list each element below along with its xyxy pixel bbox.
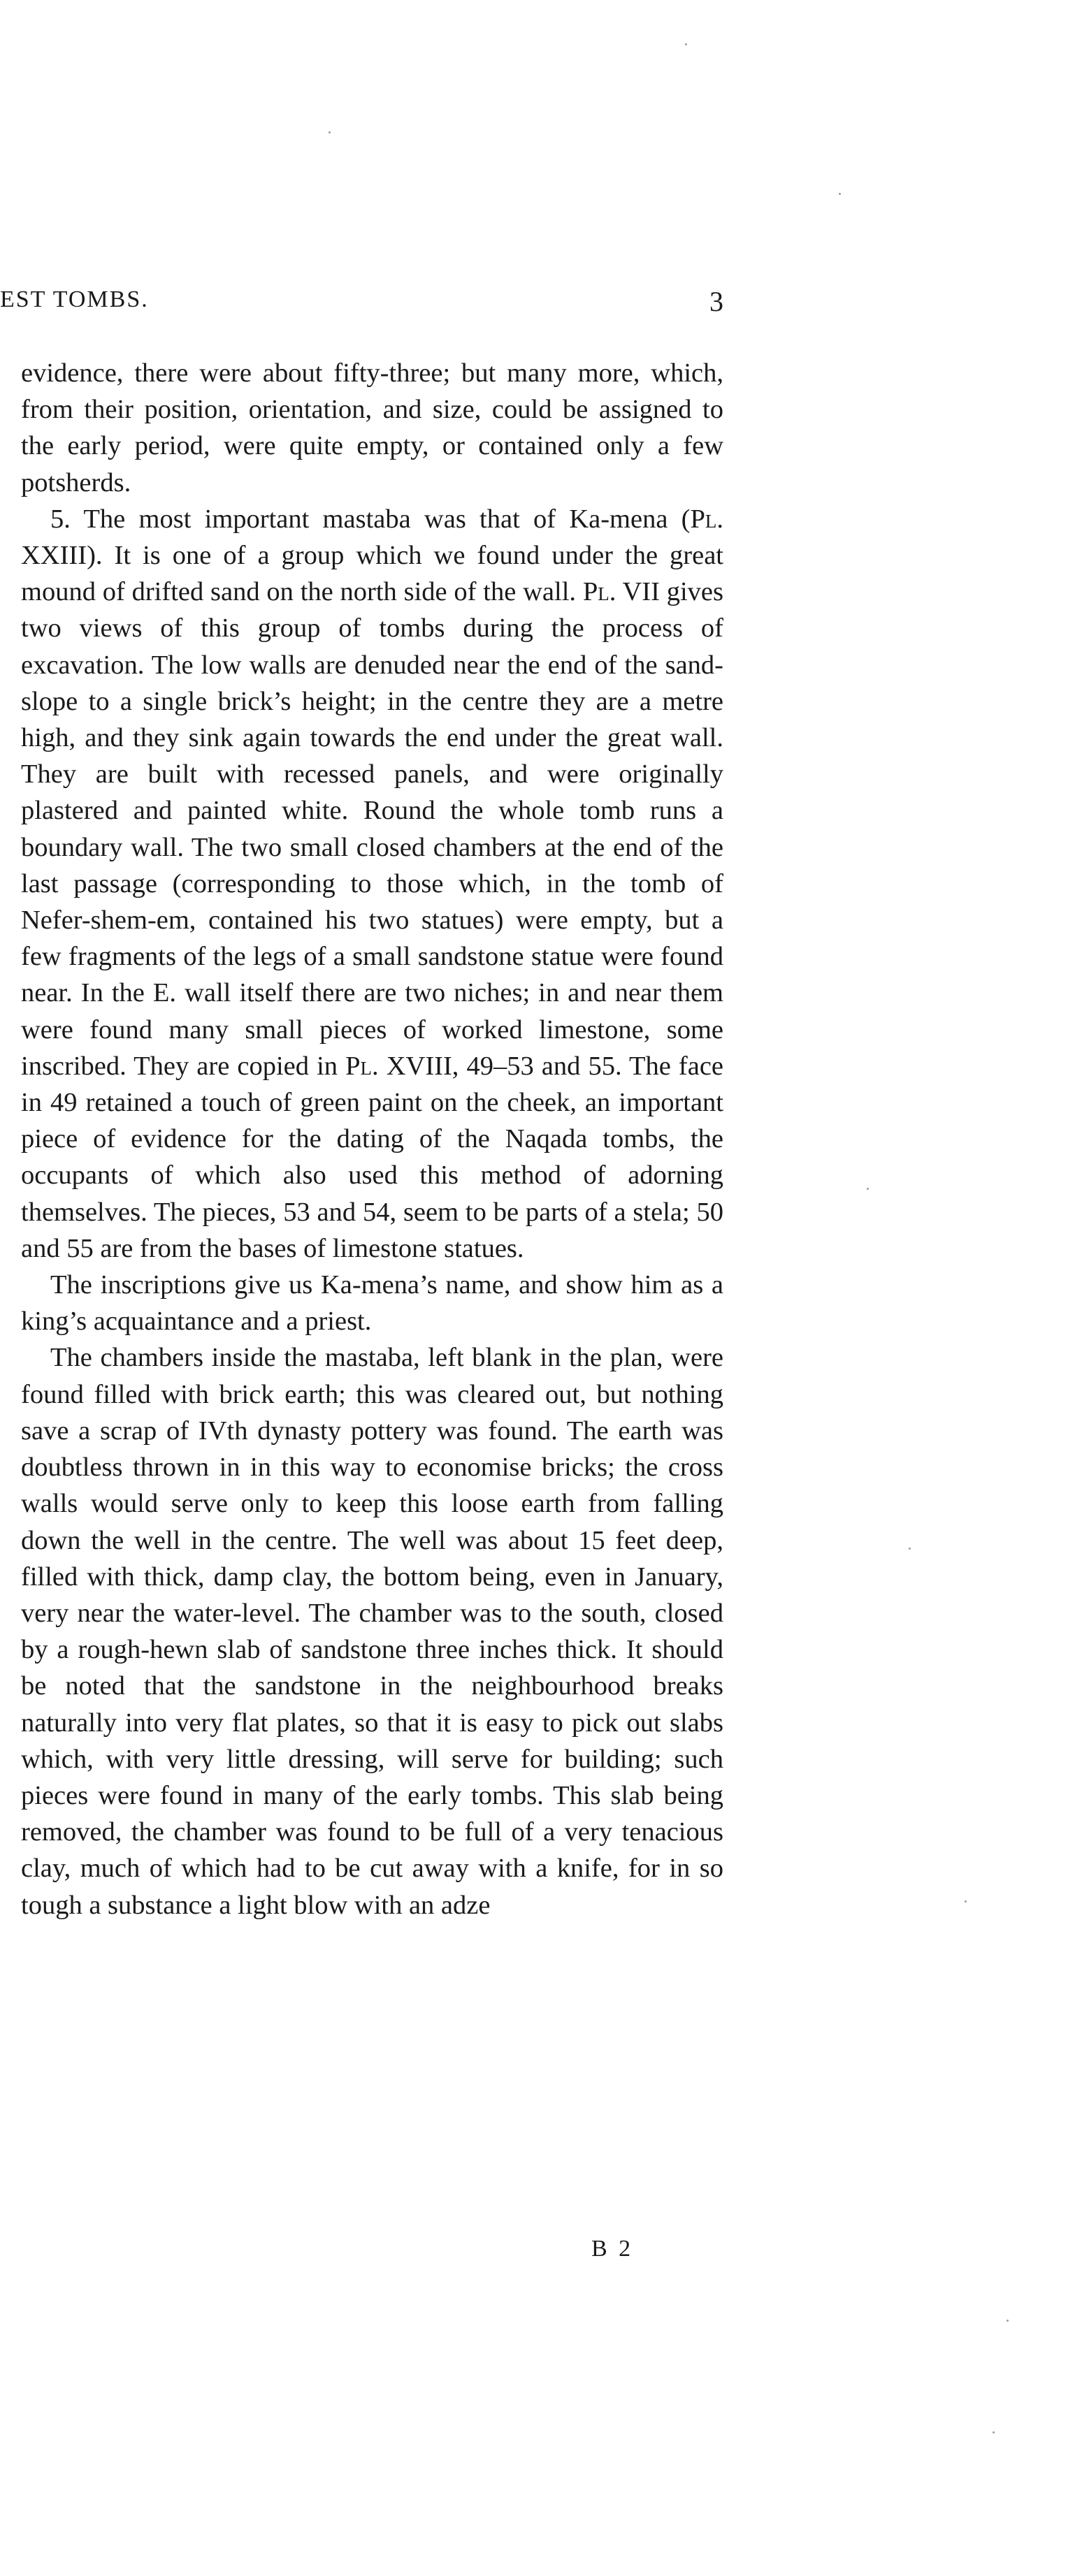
scan-speck — [685, 43, 687, 45]
scan-speck — [1007, 2320, 1009, 2322]
running-head: EST TOMBS. — [0, 286, 149, 312]
scan-speck — [839, 193, 841, 195]
paragraph-2-text-a: 5. The most important mastaba was that of Ka-mena ( — [50, 504, 691, 534]
plate-ref-3: Pl. — [345, 1051, 379, 1081]
scan-speck — [329, 131, 331, 133]
paragraph-2-text-c: VII gives two views of this group of tombs during the process of excavation. The low walls are denuded near the end of the sand-slope to a single brick’s height; in the centre they are a metre high, and they sink again towards the end under the great wall. They are built with recessed panels, and were originally plastered and painted white. Round the whole tomb runs a boundary wall. The two small closed chambers at the end of the last passage (corresponding to those which, in the tomb of Nefer-shem-em, contained his two statues) were empty, but a few fragments of the legs of a small sandstone statue were found near. In the E. wall itself there are two niches; in and near them were found many small pieces of worked limestone, some inscribed. They are copied in — [21, 577, 723, 1081]
signature-mark: B 2 — [591, 2236, 634, 2262]
paragraph-2-text-b: XXIII). It is one of a group which we found under the great mound of drifted sand on the north side of the wall. — [21, 541, 723, 607]
scan-speck — [965, 1900, 967, 1902]
scan-speck — [993, 2431, 995, 2433]
paragraph-1: evidence, there were about fifty-three; but many more, which, from their position, orientation, and size, could be assigned to the early period, were quite empty, or contained only a few potsherds. — [21, 358, 723, 497]
paragraph-2 — [21, 501, 723, 1267]
paragraph-2-text-d: XVIII, 49–53 and 55. The face in 49 retained a touch of green paint on the cheek, an important piece of evidence for the dating of the Naqada tombs, the occupants of which also used this method of adorning themselves. The pieces, 53 and 54, seem to be parts of a stela; 50 and 55 are from the bases of limestone statues. — [21, 1051, 723, 1263]
main-text — [21, 355, 723, 1923]
page-number: 3 — [709, 286, 723, 317]
plate-ref-1: Pl. — [690, 504, 723, 534]
paragraph-4: The chambers inside the mastaba, left blank in the plan, were found filled with brick earth; this was cleared out, but nothing save a scrap of IVth dynasty pottery was found. The earth was doubtless thrown in in this way to economise bricks; the cross walls would serve only to keep this loose earth from falling down the well in the centre. The well was about 15 feet deep, filled with thick, damp clay, the bottom being, even in January, very near the water-level. The chamber was to the south, closed by a rough-hewn slab of sandstone three inches thick. It should be noted that the sandstone in the neighbourhood breaks naturally into very flat plates, so that it is easy to pick out slabs which, with very little dressing, will serve for building; such pieces were found in many of the early tombs. This slab being removed, the chamber was found to be full of a very tenacious clay, much of which had to be cut away with a knife, for in so tough a substance a light blow with an adze — [21, 1343, 723, 1920]
paragraph-3: The inscriptions give us Ka-mena’s name, and show him as a king’s acquaintance and a priest. — [21, 1270, 723, 1337]
scan-speck — [867, 1188, 869, 1190]
plate-ref-2: Pl. — [582, 577, 616, 607]
scan-speck — [909, 1548, 911, 1550]
